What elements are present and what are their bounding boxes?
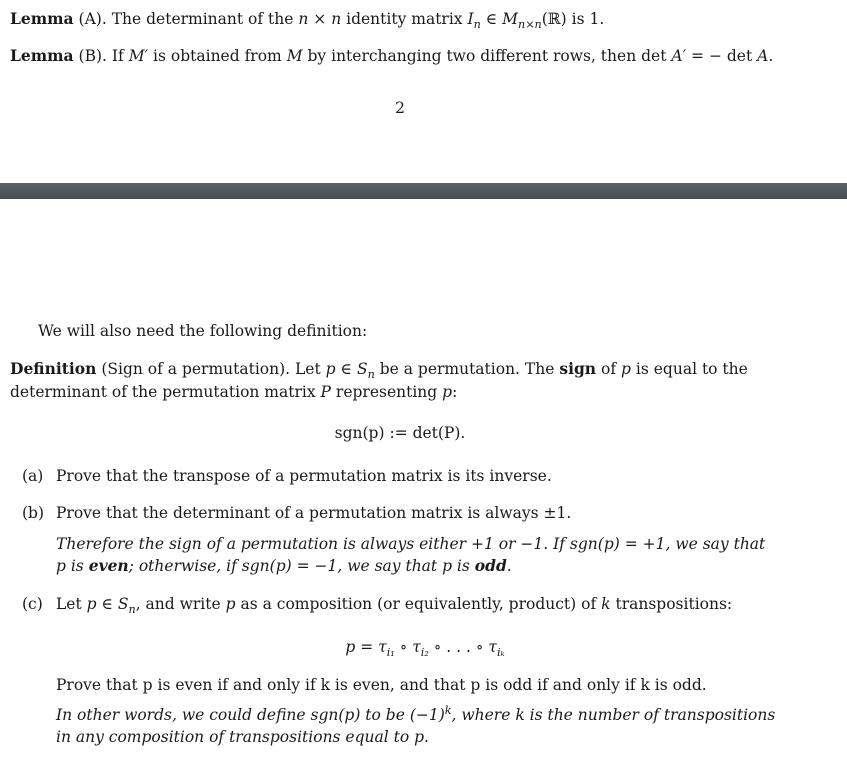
lemma-b-head: Lemma xyxy=(10,46,74,65)
lemma-a-math1: n × n xyxy=(298,10,342,28)
formula-part3: ∘ . . . ∘ τ xyxy=(433,638,497,656)
item-c-text2: , and write xyxy=(135,595,221,613)
item-c-text1: Let xyxy=(56,595,82,613)
item-c-math1-base: p ∈ S xyxy=(86,595,129,613)
lemma-b-text2: is obtained from xyxy=(153,47,282,65)
formula-sub3: iₖ xyxy=(496,646,505,660)
page-bottom xyxy=(0,199,847,772)
item-b-text: Prove that the determinant of a permutation matrix is always ±1. xyxy=(56,504,572,522)
definition-line-1 xyxy=(10,358,748,380)
lemma-b-text1: If xyxy=(111,47,124,65)
lemma-a xyxy=(10,8,604,30)
item-c-note-line-2: in any composition of transpositions equal to p. xyxy=(56,728,429,746)
definition-head: Definition xyxy=(10,359,97,378)
item-b-label: (b) xyxy=(22,504,45,522)
definition-bold-sign: sign xyxy=(559,359,597,378)
lemma-b-label: (B). xyxy=(78,47,107,65)
formula-part2: ∘ τ xyxy=(399,638,421,656)
lemma-a-math3-sub: n×n xyxy=(518,18,542,32)
definition-line2-math2: p xyxy=(442,383,453,401)
lemma-a-text3: is 1. xyxy=(571,10,605,28)
lemma-b-text4: = − det xyxy=(691,47,753,65)
definition-text2: ∈ xyxy=(340,360,353,378)
lemma-a-head: Lemma xyxy=(10,9,74,28)
definition-text4: of xyxy=(601,360,617,378)
definition-text3: be a permutation. The xyxy=(379,360,555,378)
lemma-a-math2 xyxy=(467,10,481,32)
item-b-note-even: even xyxy=(88,556,129,575)
item-c-math1 xyxy=(86,595,136,617)
item-a-label: (a) xyxy=(22,467,44,485)
definition-line2-text2: representing xyxy=(335,383,438,401)
lemma-a-text1: The determinant of the xyxy=(111,10,294,28)
item-c-line-1 xyxy=(56,593,732,615)
item-b-note-l2-b: ; otherwise, if sgn(p) = −1, we say that p is xyxy=(128,557,470,575)
definition-line2-text1: determinant of the permutation matrix xyxy=(10,383,316,401)
item-b-note-l2-c: . xyxy=(506,557,512,575)
item-c-math3: k xyxy=(601,595,611,613)
lemma-b-math2: M xyxy=(286,47,303,65)
page-number: 2 xyxy=(395,99,405,117)
lemma-a-text2: identity matrix xyxy=(346,10,463,28)
definition-math2 xyxy=(356,360,375,382)
definition-line-2 xyxy=(10,381,457,403)
item-b-note-l2-a: p is xyxy=(56,557,84,575)
transposition-formula xyxy=(25,636,825,658)
item-c-text3: as a composition (or equivalently, product) of xyxy=(240,595,597,613)
item-b-note-line-2 xyxy=(56,555,512,577)
lemma-b-text3: by interchanging two different rows, then det xyxy=(307,47,667,65)
page-top xyxy=(0,0,847,183)
item-c-text4: transpositions: xyxy=(615,595,733,613)
lemma-a-math4: (ℝ) xyxy=(541,10,567,28)
lemma-b-math3: A′ xyxy=(671,47,687,65)
definition-line2-math1: P xyxy=(320,383,331,401)
lemma-a-math2-sub: n xyxy=(473,18,481,32)
definition-text5: is equal to the xyxy=(635,360,748,378)
definition-math2-sub: n xyxy=(367,368,375,382)
formula-sub1: i₁ xyxy=(386,646,395,660)
lemma-a-math3-base: ∈ M xyxy=(485,10,519,28)
item-c-note-line-1 xyxy=(56,704,775,726)
definition-math3: p xyxy=(621,360,631,378)
item-c-math1-sub: n xyxy=(128,603,136,617)
definition-paren: (Sign of a permutation). xyxy=(101,360,291,378)
formula-part1: p = τ xyxy=(345,638,387,656)
lemma-a-math3 xyxy=(485,10,542,32)
lemma-b-math4: A xyxy=(757,47,769,65)
lemma-b xyxy=(10,45,773,67)
definition-math1: p xyxy=(325,360,336,378)
lemma-b-math1: M′ xyxy=(128,47,149,65)
lemma-b-text5: . xyxy=(768,47,774,65)
item-c-label: (c) xyxy=(22,595,43,613)
sgn-formula: sgn(p) := det(P). xyxy=(334,424,466,442)
intro-line: We will also need the following definition: xyxy=(38,322,368,340)
formula-sub2: i₂ xyxy=(420,646,429,660)
definition-math2-base: S xyxy=(356,360,368,378)
item-c-note-l1: In other words, we could define sgn(p) to be (−1) xyxy=(56,706,445,724)
page-break-divider xyxy=(0,183,847,199)
item-c-note-sup: k xyxy=(444,703,452,717)
lemma-a-math2-base: I xyxy=(467,10,474,28)
item-a-text: Prove that the transpose of a permutation matrix is its inverse. xyxy=(56,467,552,485)
definition-text1: Let xyxy=(295,360,321,378)
item-b-note-line-1: Therefore the sign of a permutation is always either +1 or −1. If sgn(p) = +1, we say that xyxy=(56,535,766,553)
item-b-note-odd: odd xyxy=(474,556,507,575)
lemma-a-label: (A). xyxy=(78,10,107,28)
item-c-note-l1-end: , where k is the number of transpositions xyxy=(451,706,776,724)
item-c-math2: p xyxy=(225,595,236,613)
definition-line2-text3: : xyxy=(452,383,458,401)
item-c-prove: Prove that p is even if and only if k is even, and that p is odd if and only if k is odd. xyxy=(56,676,707,694)
